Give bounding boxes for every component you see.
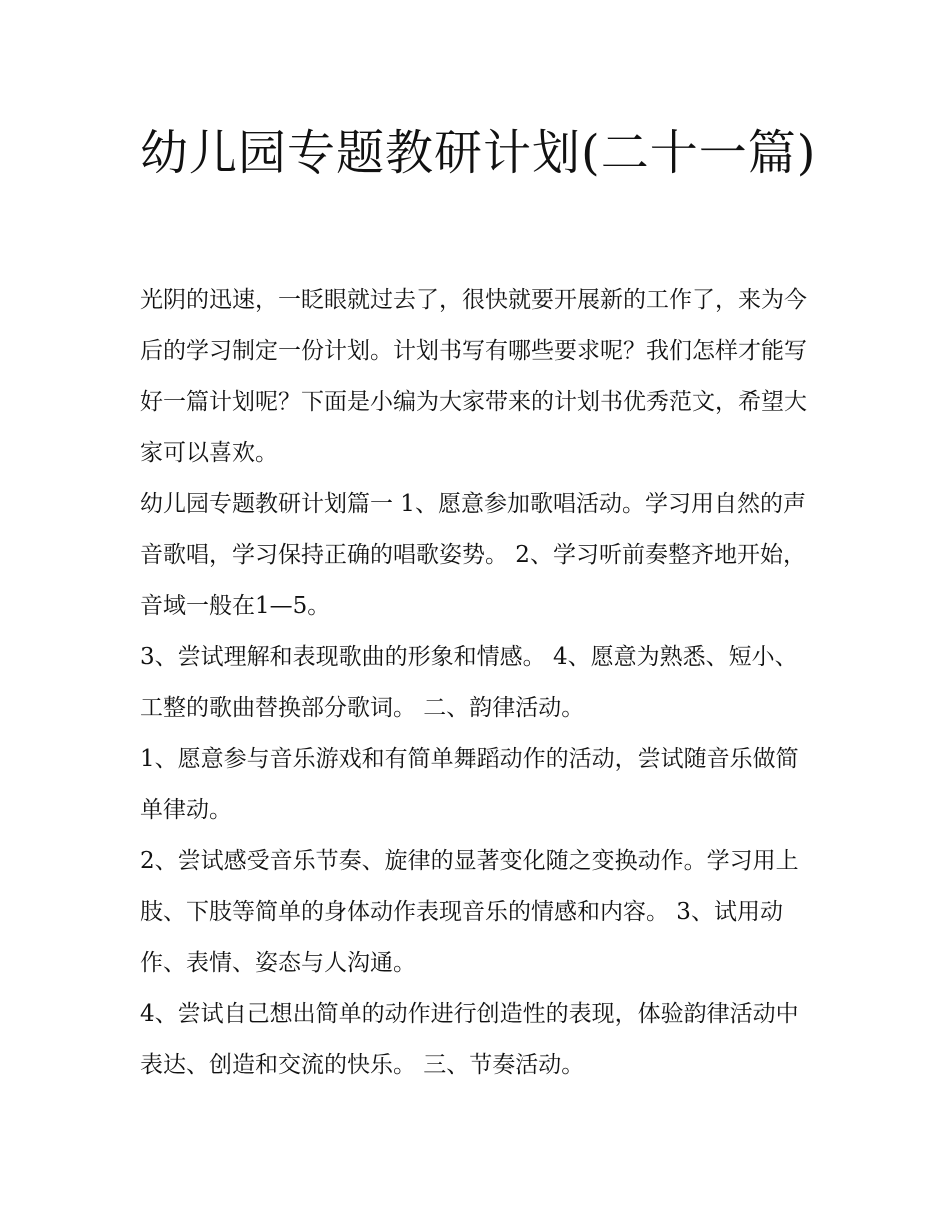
paragraph-singing-goals: 幼儿园专题教研计划篇一 1、愿意参加歌唱活动。学习用自然的声音歌唱，学习保持正确的唱歌姿势。 2、学习听前奏整齐地开始，音域一般在1—5。	[140, 491, 806, 619]
paragraph-intro: 光阴的迅速，一眨眼就过去了，很快就要开展新的工作了，来为今后的学习制定一份计划。计划书写有哪些要求呢？我们怎样才能写好一篇计划呢？下面是小编为大家带来的计划书优秀范文，希望大家可以喜欢。	[140, 287, 807, 466]
paragraph-rhythm-games: 1、愿意参与音乐游戏和有简单舞蹈动作的活动，尝试随音乐做简单律动。	[140, 746, 799, 823]
paragraph-song-expression: 3、尝试理解和表现歌曲的形象和情感。 4、愿意为熟悉、短小、工整的歌曲替换部分歌词。 二、韵律活动。	[140, 644, 798, 721]
document-title: 幼儿园专题教研计划(二十一篇)	[140, 125, 817, 181]
paragraph-movement: 2、尝试感受音乐节奏、旋律的显著变化随之变换动作。学习用上肢、下肢等简单的身体动作表现音乐的情感和内容。 3、试用动作、表情、姿态与人沟通。	[140, 848, 799, 976]
paragraph-creative-expression: 4、尝试自己想出简单的动作进行创造性的表现，体验韵律活动中表达、创造和交流的快乐。 三、节奏活动。	[140, 1001, 799, 1078]
document-body	[140, 275, 816, 1091]
